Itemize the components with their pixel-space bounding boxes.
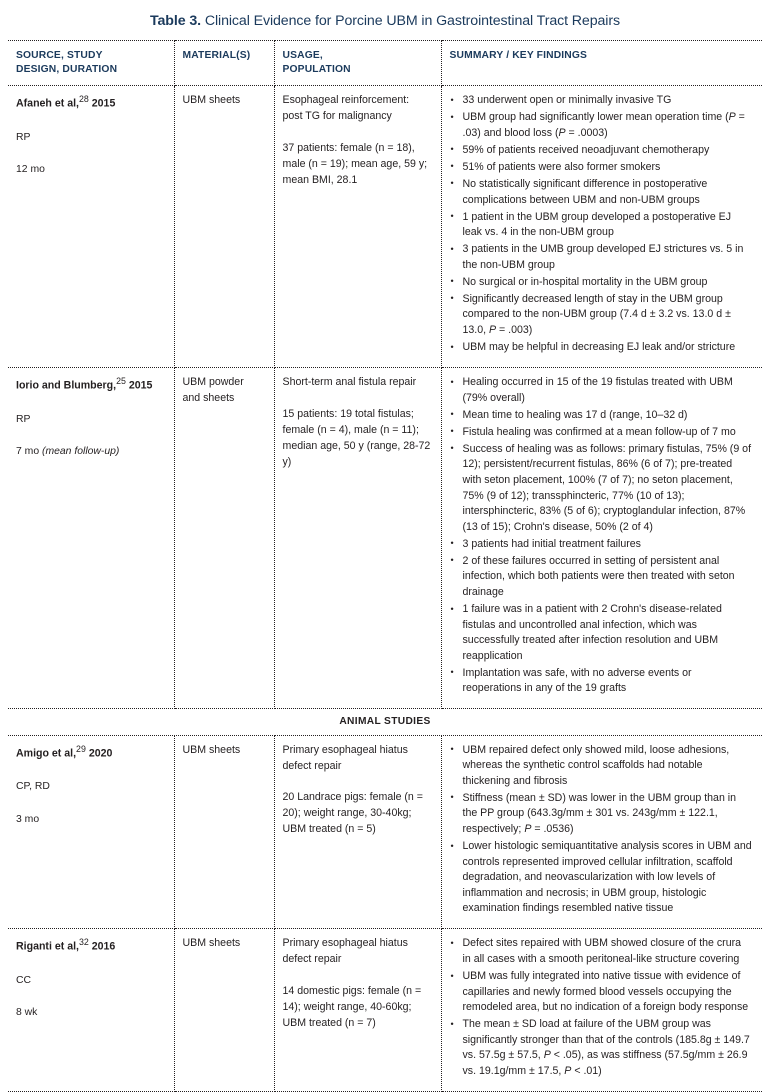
finding-item: • Implantation was safe, with no adverse events or reoperations in any of the 19 grafts: [450, 666, 753, 697]
cell-summary: [441, 929, 762, 1092]
source-reference-number: 28: [79, 94, 89, 105]
usage-population: 15 patients: 19 total fistulas; female (n = 4), male (n = 11); median age, 50 y (range, 28-72 y): [282, 408, 431, 468]
cell-source: [8, 735, 174, 929]
cell-source: [8, 929, 174, 1092]
usage-population: 20 Landrace pigs: female (n = 20); weight range, 30-40kg; UBM treated (n = 5): [282, 791, 423, 836]
table-body: [8, 86, 762, 1092]
source-year: 2020: [85, 747, 113, 760]
cell-usage: [274, 735, 441, 929]
study-design: RP: [16, 413, 31, 425]
source-year: 2015: [125, 379, 153, 392]
cell-material: UBM sheets: [174, 86, 274, 368]
cell-summary: [441, 86, 762, 368]
source-citation: [16, 93, 164, 112]
finding-item: • Healing occurred in 15 of the 19 fistulas treated with UBM (79% overall): [450, 375, 753, 406]
finding-item: • Defect sites repaired with UBM showed closure of the crura in all cases with a smooth peritoneal-like structure covering: [450, 936, 753, 967]
finding-item: • Fistula healing was confirmed at a mean follow-up of 7 mo: [450, 425, 753, 441]
source-citation: [16, 936, 164, 955]
table-caption: Clinical Evidence for Porcine UBM in Gastrointestinal Tract Repairs: [200, 13, 620, 29]
source-author: Amigo et al,: [16, 747, 77, 760]
column-header-material-label: MATERIAL(S): [182, 50, 251, 61]
study-duration: 3 mo: [16, 813, 40, 825]
cell-source: [8, 86, 174, 368]
column-header-usage-line1: USAGE,: [282, 50, 323, 61]
source-citation: [16, 743, 164, 762]
finding-item: • The mean ± SD load at failure of the UBM group was significantly stronger than that of the controls (185.8g ± 149.7 vs. 57.5g ± 57.5, P < .05), as was stiffness (57.5g/mm ± 26.9 vs. 19.1g/mm ± 17.5, P < .01): [450, 1017, 753, 1079]
finding-item: • No surgical or in-hospital mortality in the UBM group: [450, 275, 753, 291]
table-header: [8, 41, 762, 86]
cell-usage: [274, 929, 441, 1092]
cell-material: UBM powder and sheets: [174, 368, 274, 709]
findings-list: [450, 936, 753, 1079]
cell-summary: [441, 368, 762, 709]
study-duration: 12 mo: [16, 164, 45, 176]
source-year: 2016: [88, 940, 116, 953]
cell-source: [8, 368, 174, 709]
source-author: Riganti et al,: [16, 940, 79, 953]
usage-purpose: Primary esophageal hiatus defect repair: [282, 743, 408, 772]
findings-list: [450, 375, 753, 697]
header-row: [8, 41, 762, 86]
table-row: [8, 86, 762, 368]
section-divider-row: [8, 709, 762, 735]
finding-item: • UBM was fully integrated into native tissue with evidence of capillaries and newly formed blood vessels occupying the remodeled area, but no indication of a foreign body response: [450, 969, 753, 1016]
finding-item: • 1 failure was in a patient with 2 Crohn's disease-related fistulas and uncontrolled anal infection, which was successfully treated after infection resolution and UBM reapplication: [450, 602, 753, 664]
finding-item: • UBM group had significantly lower mean operation time (P = .03) and blood loss (P = .0003): [450, 110, 753, 141]
evidence-table: [8, 40, 762, 1092]
source-reference-number: 32: [78, 937, 89, 948]
finding-item: • 33 underwent open or minimally invasive TG: [450, 93, 753, 109]
cell-usage: [274, 368, 441, 709]
findings-list: [450, 743, 753, 917]
column-header-summary: [441, 41, 762, 86]
finding-item: • No statistically significant difference in postoperative complications between UBM and non-UBM groups: [450, 177, 753, 208]
source-citation: [16, 375, 164, 394]
page-title: [8, 8, 762, 40]
finding-item: • 2 of these failures occurred in setting of persistent anal infection, which both patients were then treated with seton drainage: [450, 554, 753, 601]
study-design: CC: [16, 974, 32, 986]
finding-item: • 59% of patients received neoadjuvant chemotherapy: [450, 143, 753, 159]
column-header-usage-line2: POPULATION: [282, 63, 351, 75]
finding-item: • UBM may be helpful in decreasing EJ leak and/or stricture: [450, 340, 753, 356]
source-author: Afaneh et al,: [16, 97, 79, 110]
table-number: Table 3.: [150, 13, 201, 29]
section-divider-animal-studies: ANIMAL STUDIES: [8, 709, 762, 735]
column-header-summary-label: SUMMARY / KEY FINDINGS: [449, 50, 588, 61]
table-row: [8, 735, 762, 929]
cell-usage: [274, 86, 441, 368]
column-header-source-line2: DESIGN, DURATION: [16, 63, 118, 75]
finding-item: • 51% of patients were also former smokers: [450, 160, 753, 176]
source-year: 2015: [88, 97, 116, 110]
finding-item: • 3 patients in the UMB group developed EJ strictures vs. 5 in the non-UBM group: [450, 242, 753, 273]
finding-item: • Lower histologic semiquantitative analysis scores in UBM and controls represented improved cellular infiltration, scaffold degradation, and neovascularization with low levels of inflammation and necrosis; in UBM group, histologic examination findings resembled native tissue: [450, 839, 753, 917]
study-duration: 8 wk: [16, 1007, 38, 1019]
column-header-usage: [274, 41, 441, 86]
usage-purpose: Esophageal reinforcement: post TG for malignancy: [282, 94, 410, 123]
study-design: CP, RD: [16, 781, 50, 793]
usage-purpose: Primary esophageal hiatus defect repair: [282, 937, 408, 966]
finding-item: • Stiffness (mean ± SD) was lower in the UBM group than in the PP group (643.3g/mm ± 301 vs. 243g/mm ± 122.1, respectively; P = .0536): [450, 791, 753, 838]
finding-item: • UBM repaired defect only showed mild, loose adhesions, whereas the synthetic control scaffolds had notable thickening and fibrosis: [450, 743, 753, 790]
findings-list: [450, 93, 753, 356]
finding-item: • Significantly decreased length of stay in the UBM group compared to the non-UBM group (7.4 d ± 3.2 vs. 13.0 d ± 13.0, P = .003): [450, 292, 753, 339]
column-header-source-line1: SOURCE, STUDY: [16, 50, 103, 61]
finding-item: • 1 patient in the UBM group developed a postoperative EJ leak vs. 4 in the non-UBM group: [450, 210, 753, 241]
cell-material: UBM sheets: [174, 929, 274, 1092]
cell-summary: [441, 735, 762, 929]
study-duration: [16, 444, 164, 460]
column-header-source: [8, 41, 174, 86]
source-author: Iorio and Blumberg,: [16, 379, 117, 392]
finding-item: • 3 patients had initial treatment failures: [450, 537, 753, 553]
usage-population: 14 domestic pigs: female (n = 14); weight range, 40-60kg; UBM treated (n = 7): [282, 985, 422, 1029]
study-duration-value: 7 mo: [16, 446, 42, 458]
finding-item: • Mean time to healing was 17 d (range, 10–32 d): [450, 408, 753, 424]
table-row: [8, 929, 762, 1092]
usage-population: 37 patients: female (n = 18), male (n = 19); mean age, 59 y; mean BMI, 28.1: [282, 141, 428, 186]
source-reference-number: 25: [116, 376, 126, 387]
finding-item: • Success of healing was as follows: primary fistulas, 75% (9 of 12); persistent/recurrent fistulas, 86% (6 of 7); pre-treated with seton placement, 100% (7 of 7); no seton placement, 75% (9 of 12); transsphincteric, 77% (10 of 13); intersphincteric, 83% (5 of 6); cryptoglandular infection, 87% (13 of 15); Crohn's disease, 50% (2 of 4): [450, 442, 753, 535]
table-row: [8, 368, 762, 709]
study-duration-note: (mean follow-up): [42, 446, 120, 458]
cell-material: UBM sheets: [174, 735, 274, 929]
study-design: RP: [16, 131, 31, 143]
column-header-material: [174, 41, 274, 86]
source-reference-number: 29: [76, 743, 86, 754]
usage-purpose: Short-term anal fistula repair: [282, 376, 417, 389]
